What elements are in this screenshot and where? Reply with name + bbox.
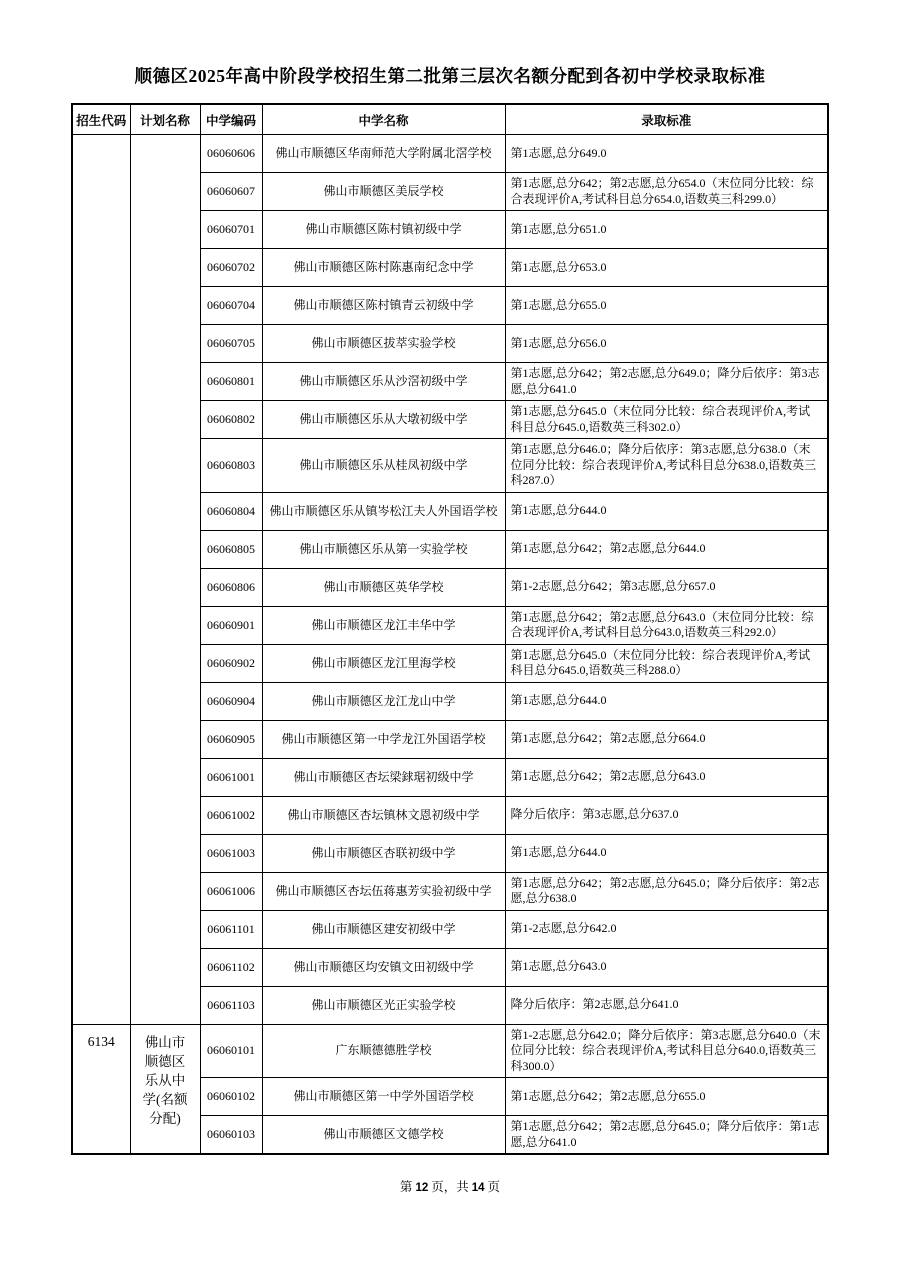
school-code-cell: 06060102 (200, 1078, 262, 1116)
admission-standard-cell: 第1志愿,总分642；第2志愿,总分664.0 (505, 720, 828, 758)
school-code-cell: 06060905 (200, 720, 262, 758)
admission-standard-cell: 第1志愿,总分646.0；降分后依序：第3志愿,总分638.0（末位同分比较：综合表现评价A,考试科目总分638.0,语数英三科287.0） (505, 439, 828, 493)
school-code-cell: 06060801 (200, 363, 262, 401)
school-name-cell: 佛山市顺德区龙江龙山中学 (262, 682, 505, 720)
school-code-cell: 06060802 (200, 401, 262, 439)
school-name-cell: 佛山市顺德区英华学校 (262, 568, 505, 606)
admission-standard-cell: 第1志愿,总分653.0 (505, 249, 828, 287)
admission-standard-cell: 第1志愿,总分642；第2志愿,总分643.0 (505, 758, 828, 796)
school-name-cell: 佛山市顺德区第一中学外国语学校 (262, 1078, 505, 1116)
page-title: 顺德区2025年高中阶段学校招生第二批第三层次名额分配到各初中学校录取标准 (134, 66, 766, 86)
admission-standards-table (71, 103, 829, 1155)
admission-standard-cell: 第1志愿,总分644.0 (505, 682, 828, 720)
school-name-cell: 佛山市顺德区乐从镇岑松江夫人外国语学校 (262, 492, 505, 530)
school-code-cell: 06061102 (200, 948, 262, 986)
school-name-cell: 佛山市顺德区龙江里海学校 (262, 644, 505, 682)
admission-standard-cell: 第1志愿,总分644.0 (505, 834, 828, 872)
school-code-cell: 06060607 (200, 173, 262, 211)
school-name-cell: 佛山市顺德区光正实验学校 (262, 986, 505, 1024)
school-name-cell: 佛山市顺德区华南师范大学附属北滘学校 (262, 135, 505, 173)
school-code-cell: 06060702 (200, 249, 262, 287)
school-name-cell: 佛山市顺德区陈村陈惠南纪念中学 (262, 249, 505, 287)
header-plan-name: 计划名称 (130, 104, 200, 135)
admission-code-cell (72, 135, 130, 1025)
school-name-cell: 佛山市顺德区建安初级中学 (262, 910, 505, 948)
table-row (72, 1024, 828, 1078)
footer-text-suffix: 页 (487, 1180, 501, 1194)
school-code-cell: 06061103 (200, 986, 262, 1024)
school-code-cell: 06060804 (200, 492, 262, 530)
school-code-cell: 06061006 (200, 872, 262, 910)
admission-code-cell: 6134 (72, 1024, 130, 1154)
school-name-cell: 佛山市顺德区龙江丰华中学 (262, 606, 505, 644)
header-school-code: 中学编码 (200, 104, 262, 135)
school-name-cell: 佛山市顺德区第一中学龙江外国语学校 (262, 720, 505, 758)
school-code-cell: 06060806 (200, 568, 262, 606)
school-code-cell: 06060704 (200, 287, 262, 325)
footer-text-separator: 页，共 (431, 1180, 469, 1194)
admission-standard-cell: 第1-2志愿,总分642.0；降分后依序：第3志愿,总分640.0（末位同分比较：综合表现评价A,考试科目总分640.0,语数英三科300.0） (505, 1024, 828, 1078)
page-footer (0, 1177, 900, 1195)
school-name-cell: 佛山市顺德区杏坛伍蒋惠芳实验初级中学 (262, 872, 505, 910)
table-row (72, 135, 828, 173)
plan-name-cell (130, 135, 200, 1025)
admission-standard-cell: 第1-2志愿,总分642.0 (505, 910, 828, 948)
table-header-row (72, 104, 828, 135)
school-code-cell: 06060805 (200, 530, 262, 568)
header-admission-code: 招生代码 (72, 104, 130, 135)
school-name-cell: 佛山市顺德区陈村镇初级中学 (262, 211, 505, 249)
school-name-cell: 佛山市顺德区美辰学校 (262, 173, 505, 211)
school-code-cell: 06060902 (200, 644, 262, 682)
admission-standard-cell: 第1志愿,总分642；第2志愿,总分655.0 (505, 1078, 828, 1116)
table-body (72, 135, 828, 1155)
school-name-cell: 佛山市顺德区拔萃实验学校 (262, 325, 505, 363)
admission-standard-cell: 第1志愿,总分642；第2志愿,总分643.0（末位同分比较：综合表现评价A,考试科目总分643.0,语数英三科292.0） (505, 606, 828, 644)
school-name-cell: 佛山市顺德区杏坛镇林文恩初级中学 (262, 796, 505, 834)
admission-standard-cell: 第1志愿,总分644.0 (505, 492, 828, 530)
school-code-cell: 06061001 (200, 758, 262, 796)
school-code-cell: 06060701 (200, 211, 262, 249)
school-name-cell: 佛山市顺德区乐从第一实验学校 (262, 530, 505, 568)
school-code-cell: 06060101 (200, 1024, 262, 1078)
school-name-cell: 佛山市顺德区杏坛梁銶琚初级中学 (262, 758, 505, 796)
school-code-cell: 06061101 (200, 910, 262, 948)
footer-page-number: 12 (415, 1182, 429, 1194)
admission-standard-cell: 第1志愿,总分642；第2志愿,总分654.0（末位同分比较：综合表现评价A,考试科目总分654.0,语数英三科299.0） (505, 173, 828, 211)
school-code-cell: 06061003 (200, 834, 262, 872)
school-code-cell: 06060904 (200, 682, 262, 720)
school-name-cell: 广东顺德德胜学校 (262, 1024, 505, 1078)
admission-standard-cell: 第1志愿,总分651.0 (505, 211, 828, 249)
school-name-cell: 佛山市顺德区乐从沙滘初级中学 (262, 363, 505, 401)
school-name-cell: 佛山市顺德区陈村镇青云初级中学 (262, 287, 505, 325)
admission-standard-cell: 降分后依序：第3志愿,总分637.0 (505, 796, 828, 834)
footer-text-prefix: 第 (399, 1180, 413, 1194)
admission-standard-cell: 第1志愿,总分642；第2志愿,总分644.0 (505, 530, 828, 568)
admission-standard-cell: 降分后依序：第2志愿,总分641.0 (505, 986, 828, 1024)
admission-standard-cell: 第1志愿,总分655.0 (505, 287, 828, 325)
school-code-cell: 06060705 (200, 325, 262, 363)
header-admission-standard: 录取标准 (505, 104, 828, 135)
school-name-cell: 佛山市顺德区杏联初级中学 (262, 834, 505, 872)
school-code-cell: 06060901 (200, 606, 262, 644)
footer-total-pages: 14 (471, 1182, 485, 1194)
admission-standard-cell: 第1志愿,总分645.0（末位同分比较：综合表现评价A,考试科目总分645.0,语数英三科302.0） (505, 401, 828, 439)
plan-name-cell: 佛山市顺德区乐从中学(名额分配) (130, 1024, 200, 1154)
school-name-cell: 佛山市顺德区文德学校 (262, 1116, 505, 1155)
school-code-cell: 06061002 (200, 796, 262, 834)
admission-standard-cell: 第1志愿,总分643.0 (505, 948, 828, 986)
admission-standard-cell: 第1志愿,总分642；第2志愿,总分645.0；降分后依序：第1志愿,总分641.0 (505, 1116, 828, 1155)
school-name-cell: 佛山市顺德区均安镇文田初级中学 (262, 948, 505, 986)
admission-standard-cell: 第1-2志愿,总分642；第3志愿,总分657.0 (505, 568, 828, 606)
header-school-name: 中学名称 (262, 104, 505, 135)
admission-standard-cell: 第1志愿,总分642；第2志愿,总分645.0；降分后依序：第2志愿,总分638.0 (505, 872, 828, 910)
school-code-cell: 06060803 (200, 439, 262, 493)
school-code-cell: 06060103 (200, 1116, 262, 1155)
admission-standard-cell: 第1志愿,总分656.0 (505, 325, 828, 363)
school-code-cell: 06060606 (200, 135, 262, 173)
admission-standard-cell: 第1志愿,总分642；第2志愿,总分649.0；降分后依序：第3志愿,总分641.0 (505, 363, 828, 401)
admission-standard-cell: 第1志愿,总分645.0（末位同分比较：综合表现评价A,考试科目总分645.0,语数英三科288.0） (505, 644, 828, 682)
school-name-cell: 佛山市顺德区乐从桂凤初级中学 (262, 439, 505, 493)
school-name-cell: 佛山市顺德区乐从大墩初级中学 (262, 401, 505, 439)
admission-standard-cell: 第1志愿,总分649.0 (505, 135, 828, 173)
